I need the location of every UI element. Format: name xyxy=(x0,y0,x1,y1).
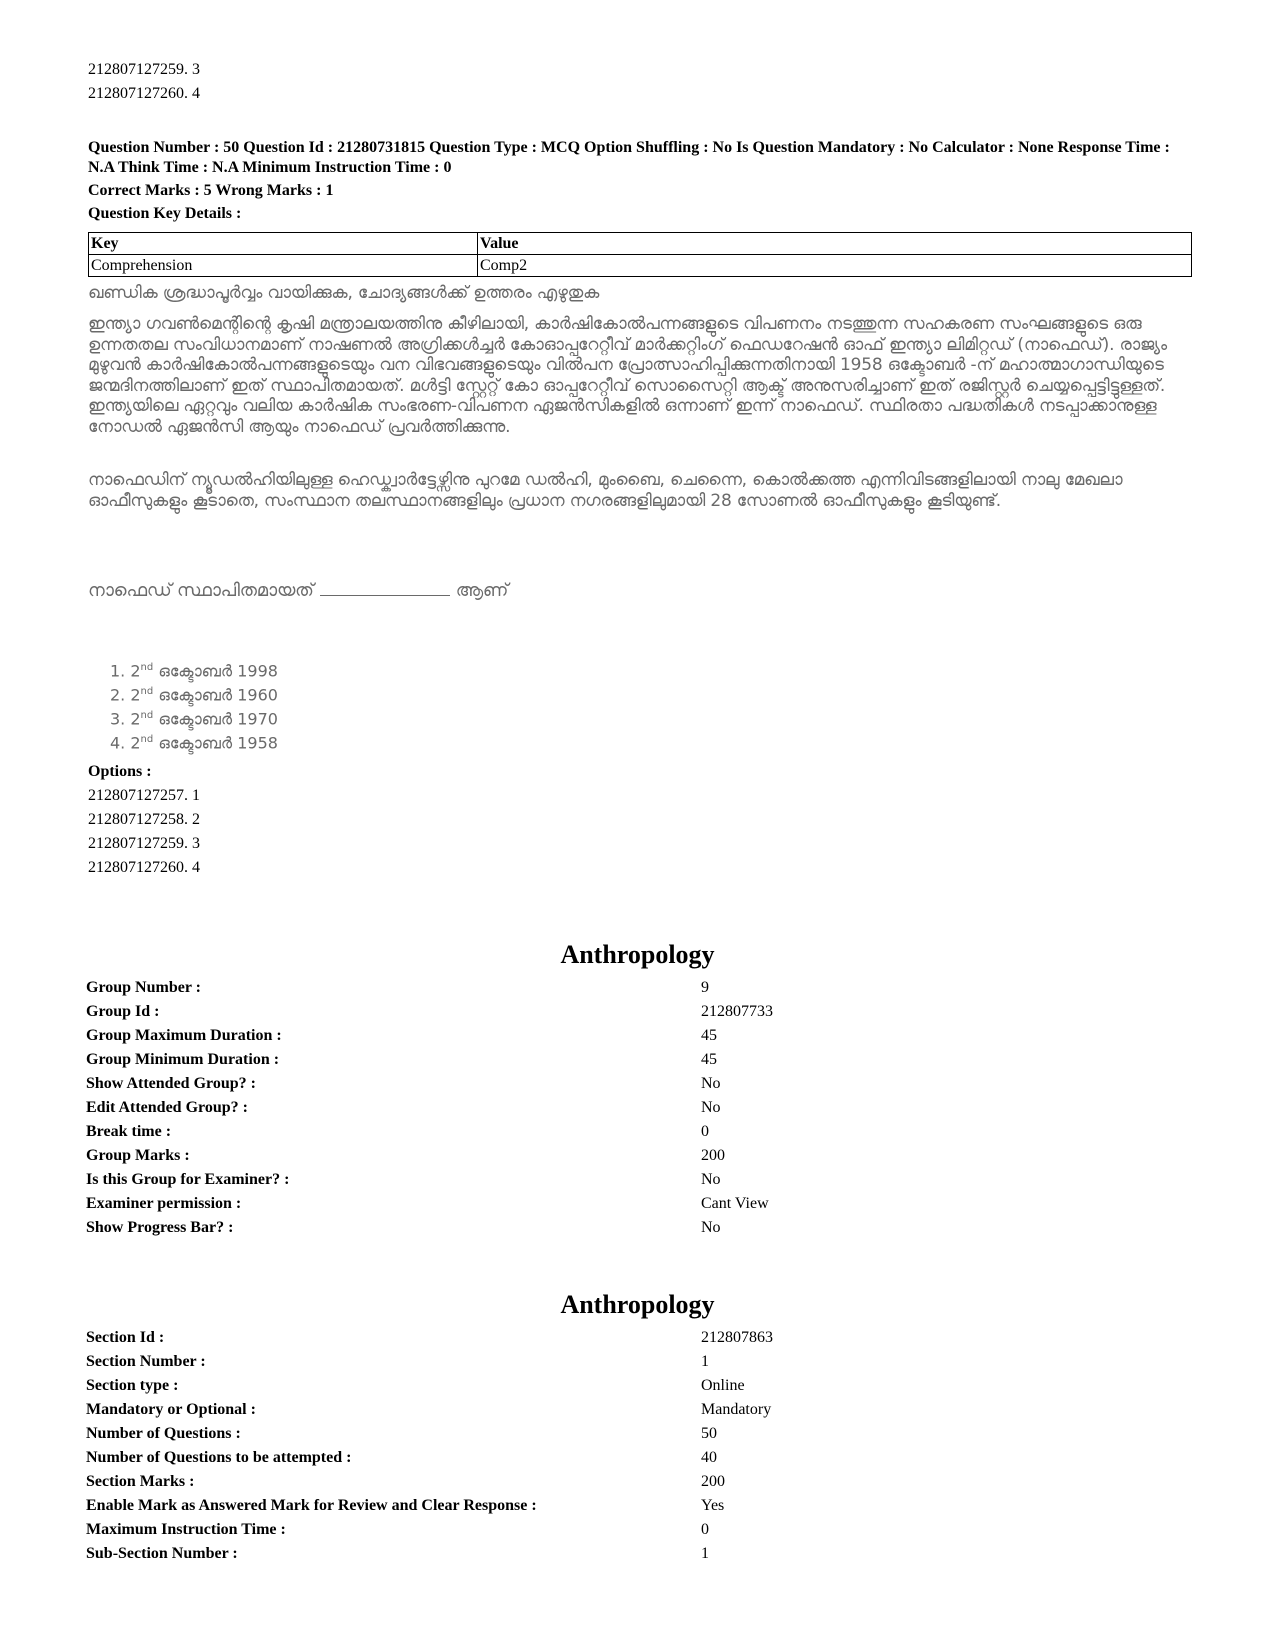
section-title: Anthropology xyxy=(560,1290,715,1319)
detail-row: Sub-Section Number : 1 xyxy=(86,1545,709,1562)
detail-row: Section Number : 1 xyxy=(86,1353,709,1370)
detail-row: Section Marks : 200 xyxy=(86,1473,725,1490)
question-marks: Correct Marks : 5 Wrong Marks : 1 xyxy=(88,182,334,199)
detail-row: Section Id : 212807863 xyxy=(86,1329,773,1346)
choice-item: 2. 2nd ഒക്ടോബർ 1960 xyxy=(110,685,278,705)
detail-row: Group Marks : 200 xyxy=(86,1147,725,1164)
choice-item: 3. 2nd ഒക്ടോബർ 1970 xyxy=(110,709,278,729)
option-line: 212807127260. 4 xyxy=(88,85,200,102)
passage-paragraph-2: നാഫെഡിന് ന്യൂഡൽഹിയിലുള്ള ഹെഡ്ക്വാർട്ടേഴ്സിനു പുറമേ ഡൽഹി, മുംബൈ, ചെന്നൈ, കൊൽക്കത്ത എന്നിവിടങ്ങളിലായി നാലു മേഖലാ ഓഫീസുകളും കൂടാതെ, സംസ്ഥാന തലസ്ഥാനങ്ങളിലും പ്രധാന നഗരങ്ങളിലുമായി 28 സോണൽ ഓഫീസുകളും കൂടിയുണ്ട്. xyxy=(88,470,1123,511)
detail-row: Show Progress Bar? : No xyxy=(86,1219,721,1236)
group-title: Anthropology xyxy=(560,940,715,969)
detail-row: Show Attended Group? : No xyxy=(86,1075,721,1092)
table-header-row xyxy=(89,233,1192,255)
detail-row: Number of Questions to be attempted : 40 xyxy=(86,1449,717,1466)
options-label: Options : xyxy=(88,763,152,780)
option-line: 212807127258. 2 xyxy=(88,811,200,828)
question-meta: Question Number : 50 Question Id : 21280731815 Question Type : MCQ Option Shuffling : No Is Question Mandatory : No Calculator : None Response Time : N.A Think Time : N.A Minimum Instruction Time : 0 xyxy=(88,139,1170,176)
detail-row: Group Minimum Duration : 45 xyxy=(86,1051,717,1068)
header-value: Value xyxy=(478,233,1192,255)
key-details-table xyxy=(88,232,1192,277)
detail-row: Group Id : 212807733 xyxy=(86,1003,773,1020)
question-stem: നാഫെഡ് സ്ഥാപിതമായത് ആണ് xyxy=(88,580,509,601)
detail-row: Group Number : 9 xyxy=(86,979,709,996)
detail-row: Mandatory or Optional : Mandatory xyxy=(86,1401,772,1418)
detail-row: Maximum Instruction Time : 0 xyxy=(86,1521,709,1538)
detail-row: Edit Attended Group? : No xyxy=(86,1099,721,1116)
detail-row: Group Maximum Duration : 45 xyxy=(86,1027,717,1044)
table-cell: Comprehension xyxy=(89,255,478,277)
header-key: Key xyxy=(89,233,478,255)
choice-item: 1. 2nd ഒക്ടോബർ 1998 xyxy=(110,661,278,681)
table-row xyxy=(89,255,1192,277)
option-line: 212807127259. 3 xyxy=(88,61,200,78)
choice-list xyxy=(110,656,278,752)
option-line: 212807127259. 3 xyxy=(88,835,200,852)
detail-row: Enable Mark as Answered Mark for Review and Clear Response : Yes xyxy=(86,1497,725,1514)
group-details xyxy=(86,976,1196,1240)
table-cell: Comp2 xyxy=(478,255,1192,277)
detail-row: Examiner permission : Cant View xyxy=(86,1195,769,1212)
option-line: 212807127257. 1 xyxy=(88,787,200,804)
answer-blank xyxy=(320,581,450,596)
section-details xyxy=(86,1326,1196,1566)
option-line: 212807127260. 4 xyxy=(88,859,200,876)
detail-row: Number of Questions : 50 xyxy=(86,1425,717,1442)
detail-row: Break time : 0 xyxy=(86,1123,709,1140)
passage-instruction: ഖണ്ഡിക ശ്രദ്ധാപൂർവ്വം വായിക്കുക, ചോദ്യങ്ങൾക്ക് ഉത്തരം എഴുതുക xyxy=(88,283,600,303)
detail-row: Section type : Online xyxy=(86,1377,745,1394)
key-details-label: Question Key Details : xyxy=(88,205,242,222)
detail-row: Is this Group for Examiner? : No xyxy=(86,1171,721,1188)
choice-item: 4. 2nd ഒക്ടോബർ 1958 xyxy=(110,733,278,753)
passage-paragraph-1: ഇന്ത്യാ ഗവൺമെന്റിന്റെ കൃഷി മന്ത്രാലയത്തിനു കീഴിലായി, കാർഷികോൽപന്നങ്ങളുടെ വിപണനം നടത്തുന്ന സഹകരണ സംഘങ്ങളുടെ ഒരു ഉന്നതതല സംവിധാനമാണ് നാഷണൽ അഗ്രിക്കൾച്ചർ കോഓപ്പറേറ്റീവ് മാർക്കറ്റിംഗ് ഫെഡറേഷൻ ഓഫ് ഇന്ത്യാ ലിമിറ്റഡ് (നാഫെഡ്). രാജ്യം മുഴുവൻ കാർഷികോൽപന്നങ്ങളുടെയും വന വിഭവങ്ങളുടെയും വിൽപന പ്രോത്സാഹിപ്പിക്കുന്നതിനായി 1958 ഒക്ടോബർ -ന് മഹാത്മാഗാന്ധിയുടെ ജന്മദിനത്തിലാണ് ഇത് സ്ഥാപിതമായത്. മൾട്ടി സ്റ്റേറ്റ് കോ ഓപ്പറേറ്റീവ് സൊസൈറ്റി ആക്ട് അനുസരിച്ചാണ് ഇത് രജിസ്റ്റർ ചെയ്യപ്പെട്ടിട്ടുള്ളത്. ഇന്ത്യയിലെ ഏറ്റവും വലിയ കാർഷിക സംഭരണ-വിപണന ഏജൻസികളിൽ ഒന്നാണ് ഇന്ന് നാഫെഡ്. സ്ഥിരതാ പദ്ധതികൾ നടപ്പാക്കാനുള്ള നോഡൽ ഏജൻസി ആയും നാഫെഡ് പ്രവർത്തിക്കുന്നു. xyxy=(88,314,1167,437)
